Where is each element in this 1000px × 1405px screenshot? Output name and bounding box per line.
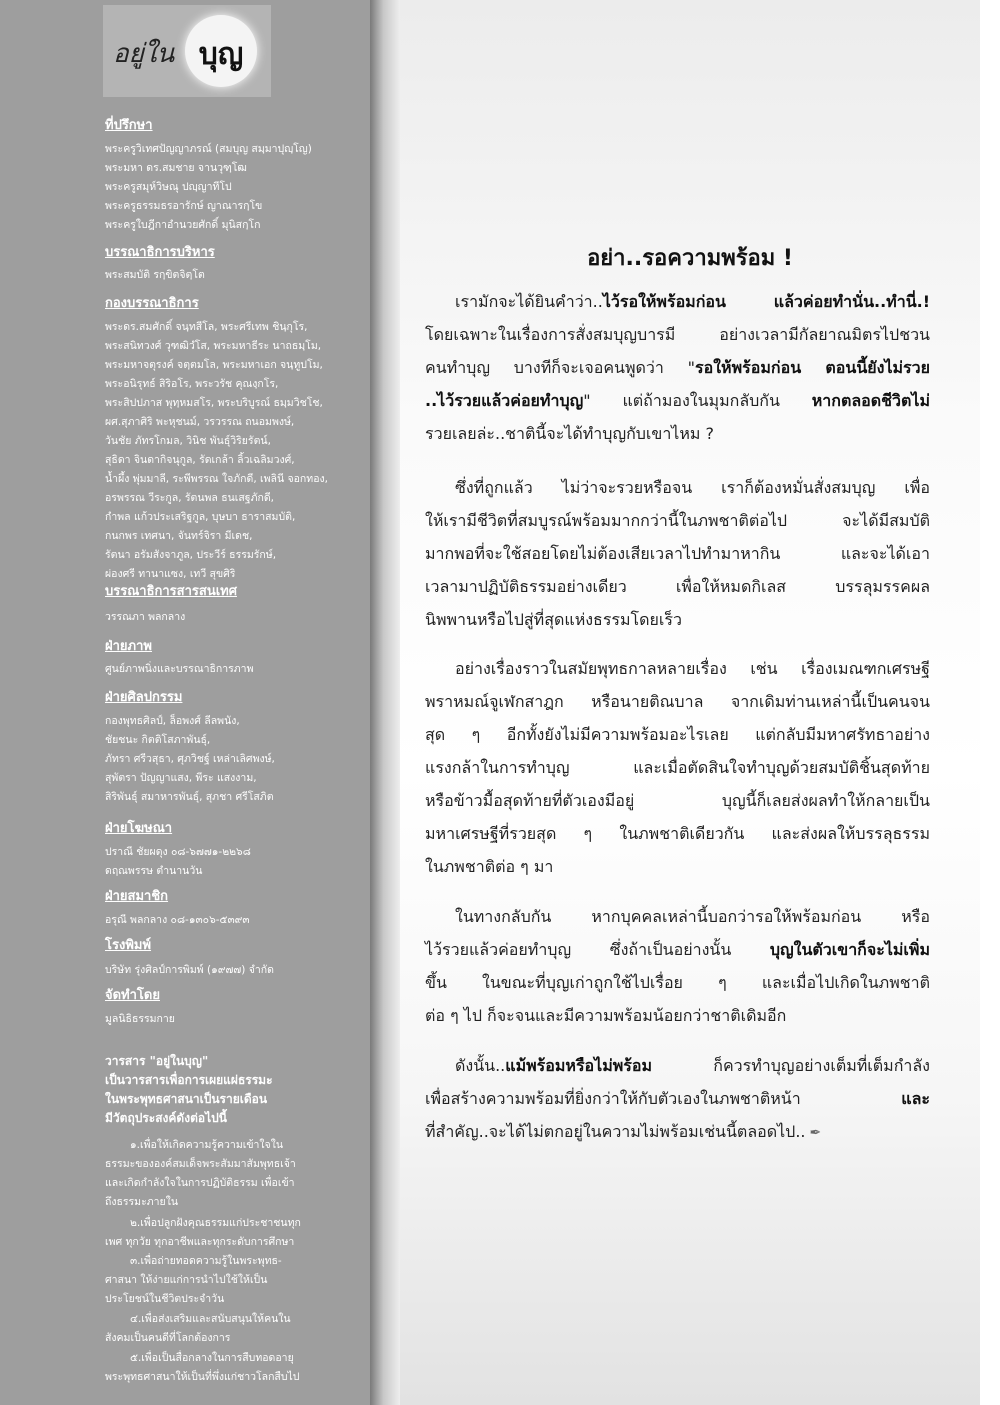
text-run: ดังนั้น.. bbox=[455, 1056, 506, 1075]
text-run: ไว้รวยแล้วค่อยทำบุญ ซึ่งถ้าเป็นอย่างนั้น bbox=[425, 940, 770, 959]
section-line: ดฤณพรรษ ตำนานวัน bbox=[105, 865, 203, 877]
text-run: คนทำบุญ บางทีก็จะเจอคนพูดว่า " bbox=[425, 358, 696, 377]
section-heading: ที่ปรึกษา bbox=[105, 118, 153, 133]
paragraph-line: ขึ้น ในขณะที่บุญเก่าถูกใช้ไปเรื่อย ๆ และเมื่อไปเกิดในภพชาติ bbox=[425, 973, 930, 992]
purpose-line: ธรรมะขององค์สมเด็จพระสัมมาสัมพุทธเจ้า bbox=[105, 1158, 296, 1170]
purpose-heading-line: ในพระพุทธศาสนาเป็นรายเดือน bbox=[105, 1092, 268, 1106]
purpose-line: ประโยชน์ในชีวิตประจำวัน bbox=[105, 1293, 225, 1305]
section-line: วันชัย ภัทรโกมล, วินิช พันธุ์วิริยรัตน์, bbox=[105, 435, 271, 447]
section-line: สุพัตรา ปัญญาแสง, พีระ แสงงาม, bbox=[105, 772, 257, 784]
purpose-line: สังคมเป็นคนดีที่โลกต้องการ bbox=[105, 1332, 231, 1344]
paragraph-line: ซึ่งที่ถูกแล้ว ไม่ว่าจะรวยหรือจน เราก็ต้องหมั่นสั่งสมบุญ เพื่อ bbox=[455, 478, 930, 497]
paragraph-line bbox=[425, 351, 930, 384]
section-line: ภัทรา ศรีวสุธา, ศุภวิชฐ์ เหล่าเลิศพงษ์, bbox=[105, 753, 275, 765]
logo-circle-text: บุญ bbox=[198, 37, 244, 72]
paragraph-line: ในภพชาติต่อ ๆ มา bbox=[425, 857, 554, 876]
section-line: พระครูสมุห์วิษณุ ปญฺญาทีโป bbox=[105, 181, 232, 193]
bold-text-run: และ bbox=[901, 1089, 930, 1108]
paragraph-line bbox=[425, 933, 930, 966]
section-line: สิริพันธุ์ สมาหารพันธุ์, สุภชา ศรีโสภิต bbox=[105, 791, 274, 803]
article-paragraph-5 bbox=[425, 1049, 930, 1150]
section-line: รัตนา อรัมสังจาภูล, ประวีร์ ธรรมรักษ์, bbox=[105, 549, 277, 561]
section-heading: กองบรรณาธิการ bbox=[105, 296, 199, 311]
paragraph-line bbox=[425, 1049, 930, 1082]
text-run: ก็ควรทำบุญอย่างเต็มที่เต็มกำลัง bbox=[652, 1056, 930, 1075]
text-run: เรามักจะได้ยินคำว่า.. bbox=[455, 292, 603, 311]
section-heading: ฝ่ายสมาชิก bbox=[105, 889, 169, 904]
section-heading: จัดทำโดย bbox=[105, 988, 160, 1003]
section-line: บริษัท รุ่งศิลป์การพิมพ์ (๑๙๗๗) จำกัด bbox=[105, 964, 274, 976]
section-line: ผศ.สุภาศิริ พะหุชนม์, วรวรรณ ถนอมพงษ์, bbox=[105, 416, 295, 428]
logo-script-text: อยู่ใน bbox=[113, 39, 175, 69]
bold-text-run: รอให้พร้อมก่อน ตอนนี้ยังไม่รวย bbox=[695, 358, 930, 377]
purpose-line: ๕.เพื่อเป็นสื่อกลางในการสืบทอดอายุ bbox=[130, 1352, 294, 1364]
bold-text-run: ไว้รอให้พร้อมก่อน แล้วค่อยทำนั่น..ทำนี่.! bbox=[602, 292, 930, 311]
section-line: มูลนิธิธรรมกาย bbox=[105, 1013, 175, 1025]
purpose-line: ถึงธรรมะภายใน bbox=[105, 1196, 179, 1208]
section-line: พระครูวิเทศปัญญาภรณ์ (สมบุญ สมฺมาปุญฺโญ) bbox=[105, 143, 312, 155]
magazine-logo bbox=[103, 5, 271, 97]
purpose-line: พระพุทธศาสนาให้เป็นที่พึ่งแก่ชาวโลกสืบไป bbox=[105, 1371, 300, 1383]
paragraph-line: อย่างเรื่องราวในสมัยพุทธกาลหลายเรื่อง เช่น เรื่องเมณฑกเศรษฐี bbox=[455, 659, 930, 678]
section-heading: บรรณาธิการบริหาร bbox=[105, 245, 215, 260]
section-line: สุธิดา จินดากิจนุกูล, รัดเกล้า ลิ้วเฉลิมวงศ์, bbox=[105, 454, 295, 466]
bold-text-run: ที่สำคัญ..จะได้ไม่ตกอยู่ในความไม่พร้อมเช่นนี้ตลอดไป.. bbox=[425, 1122, 806, 1141]
text-run: เพื่อสร้างความพร้อมที่ยิ่งกว่าให้กับตัวเองในภพชาติหน้า bbox=[425, 1089, 902, 1108]
paragraph-line: มหาเศรษฐีที่รวยสุด ๆ ในภพชาติเดียวกัน และส่งผลให้บรรลุธรรม bbox=[425, 824, 930, 843]
paragraph-line: โดยเฉพาะในเรื่องการสั่งสมบุญบารมี อย่างเวลามีกัลยาณมิตรไปชวน bbox=[425, 325, 930, 344]
purpose-line: ๓.เพื่อถ่ายทอดความรู้ในพระพุทธ- bbox=[130, 1255, 282, 1267]
article-paragraph-3 bbox=[425, 652, 930, 883]
bold-text-run: บุญในตัวเขาก็จะไม่เพิ่ม bbox=[769, 940, 930, 959]
section-line: พระสนิทวงศ์ วุฑฒิวํโส, พระมหาธีระ นาถธมฺโม, bbox=[105, 340, 322, 352]
purpose-line: ศาสนา ให้ง่ายแก่การนำไปใช้ให้เป็น bbox=[105, 1274, 268, 1286]
section-line: กนกพร เทศนา, จันทร์จิรา มีเดช, bbox=[105, 530, 253, 542]
section-line: พระสิปปภาส พุทฺหมสโร, พระบริบูรณ์ ธมฺมวิชโช, bbox=[105, 397, 323, 409]
paragraph-line bbox=[425, 1082, 930, 1115]
article-paragraph-4 bbox=[425, 900, 930, 1032]
paragraph-line: รวยเลยล่ะ..ชาตินี้จะได้ทำบุญกับเขาไหม ? bbox=[425, 424, 715, 443]
masthead-sidebar bbox=[0, 0, 370, 1405]
paragraph-line: เวลามาปฏิบัติธรรมอย่างเดียว เพื่อให้หมดกิเลส บรรลุมรรคผล bbox=[425, 577, 930, 596]
logo-circle bbox=[185, 15, 257, 87]
section-line: ปราณี ชัยผดุง ๐๘-๖๗๗๑-๒๒๖๘ bbox=[105, 846, 251, 858]
section-line: พระสมบัติ รกฺขิตจิตฺโต bbox=[105, 269, 205, 281]
paragraph-line: ให้เรามีชีวิตที่สมบูรณ์พร้อมมากกว่านี้ในภพชาติต่อไป จะได้มีสมบัติ bbox=[425, 511, 930, 530]
section-heading: บรรณาธิการสารสนเทศ bbox=[105, 584, 237, 599]
section-line: กองพุทธศิลป์, ล็อพงศ์ ลีลพนัง, bbox=[105, 715, 240, 727]
purpose-line: เพศ ทุกวัย ทุกอาชีพและทุกระดับการศึกษา bbox=[105, 1236, 295, 1248]
bold-text-run: ..ไว้รวยแล้วค่อยทำบุญ bbox=[425, 391, 584, 410]
paragraph-line: ในทางกลับกัน หากบุคคลเหล่านี้บอกว่ารอให้พร้อมก่อน หรือ bbox=[455, 907, 930, 926]
section-heading: ฝ่ายศิลปกรรม bbox=[105, 690, 183, 705]
bold-text-run: แม้พร้อมหรือไม่พร้อม bbox=[505, 1056, 653, 1075]
section-line: อรพรรณ วีระกูล, รัตนพล ธนเสฐภักดี, bbox=[105, 492, 275, 504]
paragraph-line: หรือข้าวมื้อสุดท้ายที่ตัวเองมีอยู่ บุญนี้ก็เลยส่งผลทำให้กลายเป็น bbox=[425, 791, 930, 810]
purpose-line: ๑.เพื่อให้เกิดความรู้ความเข้าใจใน bbox=[130, 1139, 283, 1151]
section-line: กำพล แก้วประเสริฐกูล, บุษบา ธาราสมบัติ, bbox=[105, 511, 296, 523]
paragraph-line bbox=[425, 285, 930, 318]
purpose-line: และเกิดกำลังใจในการปฏิบัติธรรม เพื่อเข้า bbox=[105, 1177, 295, 1189]
purpose-heading-line: วารสาร "อยู่ในบุญ" bbox=[105, 1054, 209, 1068]
paragraph-line: พราหมณ์จูเฬกสาฎก หรือนายติณบาล จากเดิมท่านเหล่านี้เป็นคนจน bbox=[425, 692, 930, 711]
paragraph-line bbox=[425, 384, 930, 417]
purpose-heading-line: เป็นวารสารเพื่อการเผยแผ่ธรรมะ bbox=[105, 1073, 273, 1087]
purpose-heading-line: มีวัตถุประสงค์ดังต่อไปนี้ bbox=[105, 1111, 227, 1125]
article-title: อย่า..รอความพร้อม ! bbox=[587, 246, 793, 271]
bold-text-run: หากตลอดชีวิตไม่ bbox=[811, 391, 930, 410]
section-line: ผ่องศรี ทานาแซง, เทวี สุขศิริ bbox=[105, 568, 236, 580]
article-paragraph-1 bbox=[425, 285, 930, 450]
section-line: พระมหาจตุรงค์ จตฺตมโล, พระมหาเอก จนฺทูปโม, bbox=[105, 359, 323, 371]
paragraph-line bbox=[425, 1115, 930, 1150]
feather-end-mark-icon: ✒ bbox=[809, 1125, 822, 1141]
paragraph-line: แรงกล้าในการทำบุญ และเมื่อตัดสินใจทำบุญด้วยสมบัติชิ้นสุดท้าย bbox=[425, 758, 930, 777]
section-line: พระมหา ดร.สมชาย จานวุฑฺโฒ bbox=[105, 162, 247, 174]
section-heading: โรงพิมพ์ bbox=[105, 938, 152, 953]
paragraph-line: ต่อ ๆ ไป ก็จะจนและมีความพร้อมน้อยกว่าชาติเดิมอีก bbox=[425, 1006, 787, 1025]
purpose-line: ๔.เพื่อส่งเสริมและสนับสนุนให้คนใน bbox=[130, 1313, 291, 1325]
text-run: " แต่ถ้ามองในมุมกลับกัน bbox=[583, 391, 812, 410]
section-line: พระครูใบฎีกาอำนวยศักดิ์ มุนิสกฺโก bbox=[105, 219, 261, 231]
section-line: อรุณี พลกลาง ๐๘-๑๓๐๖-๕๓๙๓ bbox=[105, 914, 250, 926]
purpose-line: ๒.เพื่อปลูกฝังคุณธรรมแก่ประชาชนทุก bbox=[130, 1217, 301, 1229]
sidebar-shadow bbox=[370, 0, 400, 1405]
paragraph-line: นิพพานหรือไปสู่ที่สุดแห่งธรรมโดยเร็ว bbox=[425, 610, 682, 629]
section-line: พระดร.สมศักดิ์ จนฺทสีโล, พระศรีเทพ ชินฺกุโร, bbox=[105, 321, 308, 333]
section-line: พระอนิรุทธ์ สิริอโร, พระวรัช คุณงฺกโร, bbox=[105, 378, 279, 390]
section-line: น้ำผึ้ง พุ่มมาลี, ระพีพรรณ ใจภักดี, เพลินี จอกทอง, bbox=[105, 473, 328, 485]
section-line: ศูนย์ภาพนิ่งและบรรณาธิการภาพ bbox=[105, 663, 254, 675]
section-heading: ฝ่ายโฆษณา bbox=[105, 821, 173, 836]
section-heading: ฝ่ายภาพ bbox=[105, 639, 152, 654]
paragraph-line: มากพอที่จะใช้สอยโดยไม่ต้องเสียเวลาไปทำมาหากิน และจะได้เอา bbox=[425, 544, 930, 563]
section-line: พระครูธรรมธรอารักษ์ ญาณารกฺโข bbox=[105, 200, 263, 212]
section-line: วรรณภา พลกลาง bbox=[105, 611, 186, 623]
paragraph-line: สุด ๆ อีกทั้งยังไม่มีความพร้อมอะไรเลย แต่กลับมีมหาศรัทธาอย่าง bbox=[425, 725, 930, 744]
article-paragraph-2 bbox=[425, 471, 930, 636]
section-line: ชัยชนะ กิตติโสภาพันธุ์, bbox=[105, 734, 211, 746]
